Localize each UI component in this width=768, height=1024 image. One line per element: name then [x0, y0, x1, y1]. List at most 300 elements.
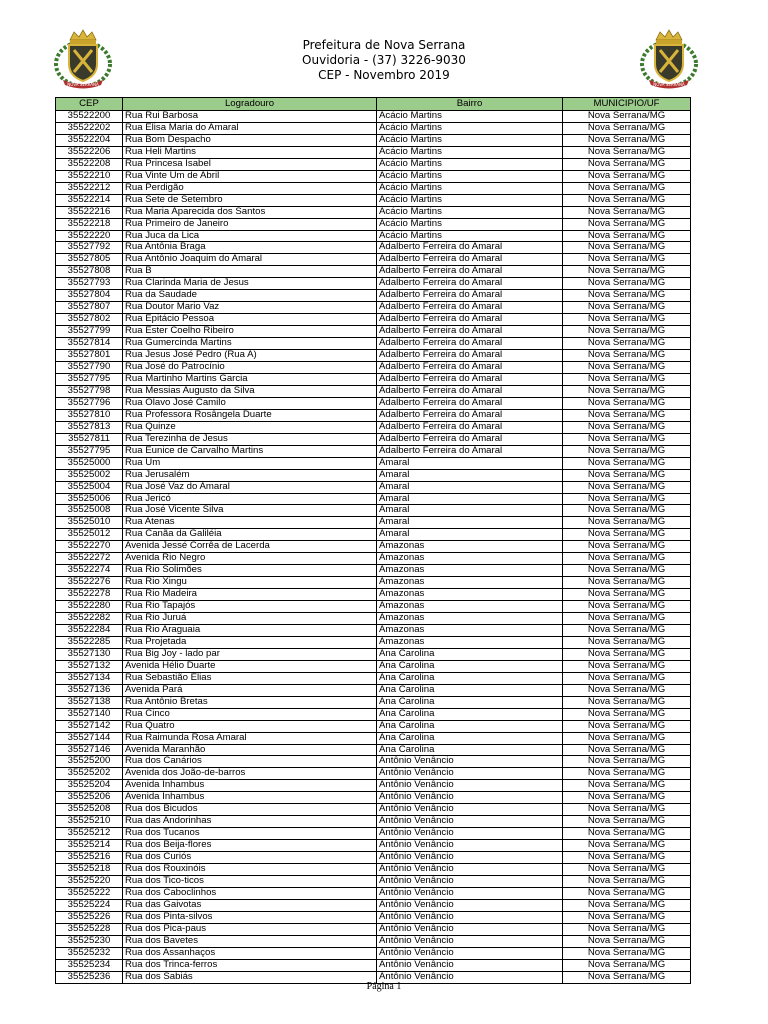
table-row: [56, 852, 691, 864]
municipio-cell: Nova Serrana/MG: [563, 433, 691, 445]
bairro-cell: Adalberto Ferreira do Amaral: [377, 409, 563, 421]
cep-cell: 35522276: [56, 577, 123, 589]
cep-cell: 35527813: [56, 421, 123, 433]
cep-cell: 35525216: [56, 852, 123, 864]
table-row: [56, 876, 691, 888]
bairro-cell: Adalberto Ferreira do Amaral: [377, 397, 563, 409]
cep-cell: 35527136: [56, 684, 123, 696]
table-row: [56, 780, 691, 792]
logradouro-cell: Avenida Jessé Corrêa de Lacerda: [123, 541, 377, 553]
municipio-cell: Nova Serrana/MG: [563, 373, 691, 385]
table-row: [56, 469, 691, 481]
table-row: [56, 624, 691, 636]
bairro-cell: Amaral: [377, 529, 563, 541]
table-row: [56, 529, 691, 541]
cep-cell: 35522278: [56, 589, 123, 601]
bairro-cell: Antônio Venâncio: [377, 935, 563, 947]
municipio-cell: Nova Serrana/MG: [563, 708, 691, 720]
cep-cell: 35525012: [56, 529, 123, 541]
table-row: [56, 672, 691, 684]
logradouro-cell: Rua José Vicente Silva: [123, 505, 377, 517]
cep-cell: 35525006: [56, 493, 123, 505]
bairro-cell: Antônio Venâncio: [377, 911, 563, 923]
cep-cell: 35527130: [56, 648, 123, 660]
municipio-cell: Nova Serrana/MG: [563, 911, 691, 923]
municipio-cell: Nova Serrana/MG: [563, 517, 691, 529]
table-header-row: [56, 98, 691, 111]
municipio-cell: Nova Serrana/MG: [563, 158, 691, 170]
municipio-cell: Nova Serrana/MG: [563, 505, 691, 517]
bairro-cell: Adalberto Ferreira do Amaral: [377, 290, 563, 302]
table-row: [56, 684, 691, 696]
cep-cell: 35522206: [56, 146, 123, 158]
bairro-cell: Acácio Martins: [377, 170, 563, 182]
municipio-cell: Nova Serrana/MG: [563, 696, 691, 708]
logradouro-cell: Rua Rio Madeira: [123, 589, 377, 601]
cep-cell: 35522284: [56, 624, 123, 636]
bairro-cell: Antônio Venâncio: [377, 971, 563, 983]
table-row: [56, 445, 691, 457]
logradouro-cell: Rua dos Sabiás: [123, 971, 377, 983]
logradouro-cell: Rua Antônio Bretas: [123, 696, 377, 708]
bairro-cell: Ana Carolina: [377, 720, 563, 732]
logradouro-cell: Rua Rio Tapajós: [123, 601, 377, 613]
municipio-cell: Nova Serrana/MG: [563, 792, 691, 804]
document-header: [0, 38, 768, 83]
bairro-cell: Amaral: [377, 493, 563, 505]
logradouro-cell: Rua das Gaivotas: [123, 899, 377, 911]
logradouro-cell: Rua Eunice de Carvalho Martins: [123, 445, 377, 457]
municipio-cell: Nova Serrana/MG: [563, 613, 691, 625]
bairro-cell: Amaral: [377, 517, 563, 529]
table-row: [56, 517, 691, 529]
municipio-cell: Nova Serrana/MG: [563, 959, 691, 971]
logradouro-cell: Rua dos Pinta-silvos: [123, 911, 377, 923]
bairro-cell: Amazonas: [377, 624, 563, 636]
table-row: [56, 302, 691, 314]
table-row: [56, 314, 691, 326]
municipio-cell: Nova Serrana/MG: [563, 350, 691, 362]
logradouro-cell: Rua Sebastião Elias: [123, 672, 377, 684]
logradouro-cell: Rua Rui Barbosa: [123, 111, 377, 123]
cep-cell: 35522270: [56, 541, 123, 553]
municipio-cell: Nova Serrana/MG: [563, 935, 691, 947]
cep-cell: 35525224: [56, 899, 123, 911]
municipio-cell: Nova Serrana/MG: [563, 457, 691, 469]
table-row: [56, 290, 691, 302]
table-row: [56, 565, 691, 577]
cep-cell: 35522274: [56, 565, 123, 577]
table-row: [56, 720, 691, 732]
bairro-cell: Adalberto Ferreira do Amaral: [377, 421, 563, 433]
table-row: [56, 804, 691, 816]
bairro-cell: Acácio Martins: [377, 134, 563, 146]
municipio-cell: Nova Serrana/MG: [563, 684, 691, 696]
bairro-cell: Antônio Venâncio: [377, 804, 563, 816]
municipio-cell: Nova Serrana/MG: [563, 816, 691, 828]
municipio-cell: Nova Serrana/MG: [563, 720, 691, 732]
municipio-cell: Nova Serrana/MG: [563, 971, 691, 983]
cep-cell: 35525218: [56, 864, 123, 876]
bairro-cell: Antônio Venâncio: [377, 887, 563, 899]
cep-cell: 35525210: [56, 816, 123, 828]
bairro-cell: Ana Carolina: [377, 732, 563, 744]
municipio-cell: Nova Serrana/MG: [563, 170, 691, 182]
municipio-cell: Nova Serrana/MG: [563, 134, 691, 146]
table-row: [56, 218, 691, 230]
cep-cell: 35527802: [56, 314, 123, 326]
page-number: Página 1: [366, 981, 402, 992]
cep-cell: 35525232: [56, 947, 123, 959]
cep-cell: 35525206: [56, 792, 123, 804]
cep-cell: 35527144: [56, 732, 123, 744]
logradouro-cell: Rua Atenas: [123, 517, 377, 529]
table-row: [56, 613, 691, 625]
municipio-cell: Nova Serrana/MG: [563, 947, 691, 959]
bairro-cell: Acácio Martins: [377, 111, 563, 123]
bairro-cell: Adalberto Ferreira do Amaral: [377, 314, 563, 326]
table-row: [56, 505, 691, 517]
logradouro-cell: Rua Epitácio Pessoa: [123, 314, 377, 326]
municipio-cell: Nova Serrana/MG: [563, 804, 691, 816]
logradouro-cell: Rua Primeiro de Janeiro: [123, 218, 377, 230]
bairro-cell: Amazonas: [377, 613, 563, 625]
bairro-cell: Antônio Venâncio: [377, 828, 563, 840]
logradouro-cell: Rua dos Caboclinhos: [123, 887, 377, 899]
table-row: [56, 840, 691, 852]
bairro-cell: Amaral: [377, 469, 563, 481]
table-row: [56, 648, 691, 660]
cep-cell: 35527808: [56, 266, 123, 278]
cep-cell: 35522212: [56, 182, 123, 194]
logradouro-cell: Rua dos Bicudos: [123, 804, 377, 816]
municipio-cell: Nova Serrana/MG: [563, 445, 691, 457]
bairro-cell: Antônio Venâncio: [377, 864, 563, 876]
bairro-cell: Ana Carolina: [377, 684, 563, 696]
logradouro-cell: Avenida Inhambus: [123, 780, 377, 792]
logradouro-cell: Avenida Rio Negro: [123, 553, 377, 565]
bairro-cell: Amazonas: [377, 589, 563, 601]
cep-cell: 35525002: [56, 469, 123, 481]
logradouro-cell: Rua Antônio Joaquim do Amaral: [123, 254, 377, 266]
cep-table: [55, 97, 691, 984]
table-row: [56, 457, 691, 469]
table-row: [56, 397, 691, 409]
cep-cell: 35525000: [56, 457, 123, 469]
logradouro-cell: Rua Rio Xingu: [123, 577, 377, 589]
cep-cell: 35525200: [56, 756, 123, 768]
logradouro-cell: Avenida Hélio Duarte: [123, 660, 377, 672]
bairro-cell: Acácio Martins: [377, 218, 563, 230]
municipio-cell: Nova Serrana/MG: [563, 636, 691, 648]
bairro-cell: Antônio Venâncio: [377, 959, 563, 971]
logradouro-cell: Rua Professora Rosângela Duarte: [123, 409, 377, 421]
logradouro-cell: Rua Maria Aparecida dos Santos: [123, 206, 377, 218]
table-row: [56, 660, 691, 672]
municipio-cell: Nova Serrana/MG: [563, 876, 691, 888]
cep-cell: 35525230: [56, 935, 123, 947]
cep-cell: 35525202: [56, 768, 123, 780]
table-row: [56, 541, 691, 553]
municipio-cell: Nova Serrana/MG: [563, 409, 691, 421]
table-row: [56, 409, 691, 421]
bairro-cell: Amazonas: [377, 541, 563, 553]
cep-cell: 35527792: [56, 242, 123, 254]
logradouro-cell: Rua Quinze: [123, 421, 377, 433]
municipio-cell: Nova Serrana/MG: [563, 553, 691, 565]
logradouro-cell: Rua Projetada: [123, 636, 377, 648]
table-row: [56, 122, 691, 134]
logradouro-cell: Rua Martinho Martins Garcia: [123, 373, 377, 385]
bairro-cell: Antônio Venâncio: [377, 768, 563, 780]
logradouro-cell: Rua Um: [123, 457, 377, 469]
municipio-cell: Nova Serrana/MG: [563, 780, 691, 792]
table-row: [56, 959, 691, 971]
logradouro-cell: Rua da Saudade: [123, 290, 377, 302]
logradouro-cell: Rua dos Tucanos: [123, 828, 377, 840]
cep-cell: 35522285: [56, 636, 123, 648]
cep-cell: 35525214: [56, 840, 123, 852]
logradouro-cell: Avenida Inhambus: [123, 792, 377, 804]
municipio-cell: Nova Serrana/MG: [563, 589, 691, 601]
municipio-cell: Nova Serrana/MG: [563, 672, 691, 684]
bairro-cell: Adalberto Ferreira do Amaral: [377, 362, 563, 374]
table-row: [56, 421, 691, 433]
municipio-cell: Nova Serrana/MG: [563, 899, 691, 911]
table-row: [56, 254, 691, 266]
bairro-cell: Acácio Martins: [377, 182, 563, 194]
bairro-cell: Ana Carolina: [377, 708, 563, 720]
bairro-cell: Acácio Martins: [377, 230, 563, 242]
logradouro-cell: Rua dos Bavetes: [123, 935, 377, 947]
municipio-cell: Nova Serrana/MG: [563, 266, 691, 278]
logradouro-cell: Rua dos Beija-flores: [123, 840, 377, 852]
logradouro-cell: Rua Canãa da Galiléia: [123, 529, 377, 541]
cep-cell: 35522272: [56, 553, 123, 565]
bairro-cell: Adalberto Ferreira do Amaral: [377, 385, 563, 397]
bairro-cell: Amaral: [377, 481, 563, 493]
table-body: [56, 111, 691, 984]
municipio-cell: Nova Serrana/MG: [563, 529, 691, 541]
cep-cell: 35525010: [56, 517, 123, 529]
logradouro-cell: Rua Bom Despacho: [123, 134, 377, 146]
logradouro-cell: Avenida Pará: [123, 684, 377, 696]
cep-cell: 35527138: [56, 696, 123, 708]
table-row: [56, 601, 691, 613]
municipio-cell: Nova Serrana/MG: [563, 864, 691, 876]
municipio-cell: Nova Serrana/MG: [563, 577, 691, 589]
bairro-cell: Amazonas: [377, 636, 563, 648]
cep-cell: 35527801: [56, 350, 123, 362]
bairro-cell: Adalberto Ferreira do Amaral: [377, 254, 563, 266]
bairro-cell: Adalberto Ferreira do Amaral: [377, 278, 563, 290]
bairro-cell: Amaral: [377, 505, 563, 517]
municipio-cell: Nova Serrana/MG: [563, 493, 691, 505]
column-header-bairro: Bairro: [377, 98, 563, 111]
table-row: [56, 194, 691, 206]
bairro-cell: Antônio Venâncio: [377, 876, 563, 888]
logradouro-cell: Rua Olavo José Camilo: [123, 397, 377, 409]
table-row: [56, 577, 691, 589]
municipio-cell: Nova Serrana/MG: [563, 624, 691, 636]
cep-cell: 35522220: [56, 230, 123, 242]
cep-cell: 35527795: [56, 373, 123, 385]
table-row: [56, 206, 691, 218]
logradouro-cell: Rua Jericó: [123, 493, 377, 505]
cep-cell: 35527807: [56, 302, 123, 314]
cep-cell: 35525234: [56, 959, 123, 971]
header-title: Prefeitura de Nova Serrana: [302, 38, 466, 52]
bairro-cell: Amaral: [377, 457, 563, 469]
municipio-cell: Nova Serrana/MG: [563, 756, 691, 768]
cep-cell: 35527796: [56, 397, 123, 409]
table-row: [56, 899, 691, 911]
municipio-cell: Nova Serrana/MG: [563, 481, 691, 493]
bairro-cell: Ana Carolina: [377, 744, 563, 756]
bairro-cell: Adalberto Ferreira do Amaral: [377, 302, 563, 314]
bairro-cell: Antônio Venâncio: [377, 840, 563, 852]
logradouro-cell: Rua B: [123, 266, 377, 278]
table-row: [56, 182, 691, 194]
bairro-cell: Adalberto Ferreira do Amaral: [377, 373, 563, 385]
column-header-municipio: MUNICIPIO/UF: [563, 98, 691, 111]
bairro-cell: Ana Carolina: [377, 672, 563, 684]
logradouro-cell: Rua Rio Araguaia: [123, 624, 377, 636]
table-row: [56, 242, 691, 254]
table-row: [56, 589, 691, 601]
municipio-cell: Nova Serrana/MG: [563, 840, 691, 852]
municipio-cell: Nova Serrana/MG: [563, 146, 691, 158]
logradouro-cell: Rua Raimunda Rosa Amaral: [123, 732, 377, 744]
cep-cell: 35525228: [56, 923, 123, 935]
municipio-cell: Nova Serrana/MG: [563, 111, 691, 123]
municipio-cell: Nova Serrana/MG: [563, 218, 691, 230]
logradouro-cell: Rua Messias Augusto da Silva: [123, 385, 377, 397]
municipio-cell: Nova Serrana/MG: [563, 302, 691, 314]
cep-cell: 35527142: [56, 720, 123, 732]
logradouro-cell: Rua dos Assanhaços: [123, 947, 377, 959]
municipio-cell: Nova Serrana/MG: [563, 648, 691, 660]
logradouro-cell: Rua Clarinda Maria de Jesus: [123, 278, 377, 290]
table-row: [56, 816, 691, 828]
cep-cell: 35522282: [56, 613, 123, 625]
municipio-cell: Nova Serrana/MG: [563, 732, 691, 744]
column-header-cep: CEP: [56, 98, 123, 111]
municipio-cell: Nova Serrana/MG: [563, 565, 691, 577]
bairro-cell: Antônio Venâncio: [377, 756, 563, 768]
logradouro-cell: Avenida dos João-de-barros: [123, 768, 377, 780]
bairro-cell: Acácio Martins: [377, 206, 563, 218]
cep-cell: 35525212: [56, 828, 123, 840]
table-row: [56, 158, 691, 170]
table-row: [56, 935, 691, 947]
logradouro-cell: Rua dos Tico-ticos: [123, 876, 377, 888]
table-row: [56, 481, 691, 493]
cep-cell: 35527793: [56, 278, 123, 290]
bairro-cell: Adalberto Ferreira do Amaral: [377, 326, 563, 338]
logradouro-cell: Rua Elisa Maria do Amaral: [123, 122, 377, 134]
cep-cell: 35522208: [56, 158, 123, 170]
bairro-cell: Antônio Venâncio: [377, 899, 563, 911]
cep-cell: 35527132: [56, 660, 123, 672]
municipio-cell: Nova Serrana/MG: [563, 206, 691, 218]
table-row: [56, 756, 691, 768]
logradouro-cell: Rua das Andorinhas: [123, 816, 377, 828]
table-row: [56, 266, 691, 278]
municipio-cell: Nova Serrana/MG: [563, 362, 691, 374]
svg-text:NOVA SERRANA: NOVA SERRANA: [67, 82, 99, 87]
bairro-cell: Amazonas: [377, 577, 563, 589]
logradouro-cell: Rua Big Joy - lado par: [123, 648, 377, 660]
logradouro-cell: Rua Sete de Setembro: [123, 194, 377, 206]
logradouro-cell: Rua Rio Juruá: [123, 613, 377, 625]
bairro-cell: Antônio Venâncio: [377, 792, 563, 804]
table-row: [56, 493, 691, 505]
cep-cell: 35527795: [56, 445, 123, 457]
cep-cell: 35527811: [56, 433, 123, 445]
table-row: [56, 864, 691, 876]
bairro-cell: Ana Carolina: [377, 696, 563, 708]
logradouro-cell: Rua José Vaz do Amaral: [123, 481, 377, 493]
column-header-logradouro: Logradouro: [123, 98, 377, 111]
bairro-cell: Acácio Martins: [377, 146, 563, 158]
municipio-cell: Nova Serrana/MG: [563, 326, 691, 338]
cep-cell: 35522214: [56, 194, 123, 206]
cep-cell: 35525220: [56, 876, 123, 888]
table-row: [56, 947, 691, 959]
table-row: [56, 326, 691, 338]
logradouro-cell: Rua Juca da Lica: [123, 230, 377, 242]
bairro-cell: Antônio Venâncio: [377, 852, 563, 864]
table-row: [56, 373, 691, 385]
municipio-cell: Nova Serrana/MG: [563, 314, 691, 326]
table-row: [56, 911, 691, 923]
table-row: [56, 134, 691, 146]
logradouro-cell: Rua Doutor Mario Vaz: [123, 302, 377, 314]
table-row: [56, 732, 691, 744]
bairro-cell: Acácio Martins: [377, 122, 563, 134]
cep-cell: 35522280: [56, 601, 123, 613]
header-contact: Ouvidoria - (37) 3226-9030: [302, 53, 466, 67]
municipio-cell: Nova Serrana/MG: [563, 397, 691, 409]
municipio-cell: Nova Serrana/MG: [563, 242, 691, 254]
municipio-cell: Nova Serrana/MG: [563, 601, 691, 613]
bairro-cell: Adalberto Ferreira do Amaral: [377, 433, 563, 445]
logradouro-cell: Rua dos Trinca-ferros: [123, 959, 377, 971]
bairro-cell: Acácio Martins: [377, 194, 563, 206]
logradouro-cell: Rua Quatro: [123, 720, 377, 732]
logradouro-cell: Rua Rio Solimões: [123, 565, 377, 577]
table-row: [56, 338, 691, 350]
logradouro-cell: Rua Jerusalém: [123, 469, 377, 481]
svg-text:NOVA SERRANA: NOVA SERRANA: [653, 82, 685, 87]
municipio-cell: Nova Serrana/MG: [563, 194, 691, 206]
cep-cell: 35525208: [56, 804, 123, 816]
logradouro-cell: Avenida Maranhão: [123, 744, 377, 756]
cep-cell: 35525222: [56, 887, 123, 899]
cep-cell: 35525204: [56, 780, 123, 792]
bairro-cell: Ana Carolina: [377, 660, 563, 672]
logradouro-cell: Rua Terezinha de Jesus: [123, 433, 377, 445]
cep-cell: 35527805: [56, 254, 123, 266]
cep-cell: 35522202: [56, 122, 123, 134]
table-row: [56, 636, 691, 648]
municipio-cell: Nova Serrana/MG: [563, 923, 691, 935]
logradouro-cell: Rua Jesus José Pedro (Rua A): [123, 350, 377, 362]
municipio-cell: Nova Serrana/MG: [563, 541, 691, 553]
bairro-cell: Adalberto Ferreira do Amaral: [377, 338, 563, 350]
municipio-cell: Nova Serrana/MG: [563, 182, 691, 194]
